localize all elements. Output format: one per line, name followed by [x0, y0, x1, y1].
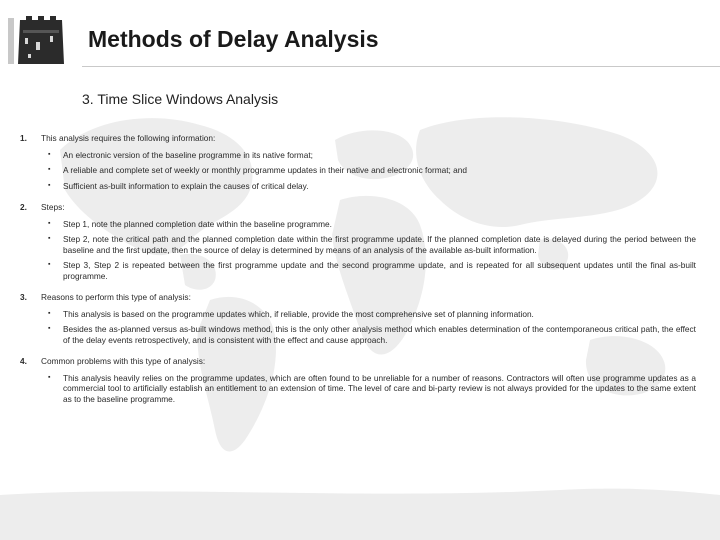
title-divider [82, 66, 720, 67]
square-bullet-icon: ▪ [48, 373, 51, 381]
list-item: ▪ Step 3, Step 2 is repeated between the first programme update and the second programme update, and is repeated for all subsequent updates until the final as-built programme. [41, 260, 696, 281]
section-intro: Steps: [41, 202, 65, 212]
square-bullet-icon: ▪ [48, 219, 51, 227]
square-bullet-icon: ▪ [48, 150, 51, 158]
list-item: ▪ This analysis is based on the programme updates which, if reliable, provide the most comprehensive set of planning information. [41, 309, 696, 320]
square-bullet-icon: ▪ [48, 309, 51, 317]
square-bullet-icon: ▪ [48, 235, 51, 242]
section-steps [20, 202, 696, 286]
square-bullet-icon: ▪ [48, 261, 51, 268]
list-item: ▪ This analysis heavily relies on the programme updates, which are often found to be unreliable for a number of reasons. Contractors will often use programme updates as a commercial tool to artificially establish an entitlement to an extension of time. The level of care and bi-party review is not always provided for the updates to the same extent as to the baseline programme. [41, 373, 696, 405]
square-bullet-icon: ▪ [48, 325, 51, 332]
section-number: 1. [20, 133, 27, 143]
section-number: 4. [20, 356, 27, 366]
section-number: 3. [20, 292, 27, 302]
section-subtitle: 3. Time Slice Windows Analysis [82, 91, 279, 107]
list-item: ▪ A reliable and complete set of weekly or monthly programme updates in their native and electronic format; and [41, 165, 696, 176]
section-number: 2. [20, 202, 27, 212]
section-reasons [20, 292, 696, 350]
castle-tower-logo [6, 10, 74, 66]
section-requirements [20, 133, 696, 196]
page-title: Methods of Delay Analysis [88, 26, 379, 52]
section-intro: Common problems with this type of analysis: [41, 356, 206, 366]
square-bullet-icon: ▪ [48, 166, 51, 173]
list-item: ▪ Sufficient as-built information to explain the causes of critical delay. [41, 181, 696, 192]
list-item: ▪ Step 1, note the planned completion date within the baseline programme. [41, 219, 696, 230]
list-item: ▪ Besides the as-planned versus as-built windows method, this is the only other analysis method which enables determination of the contemporaneous critical path, the effect of the delay events retrospectively, and is consistent with the effect and cause approach. [41, 324, 696, 345]
section-intro: This analysis requires the following information: [41, 133, 216, 143]
section-intro: Reasons to perform this type of analysis: [41, 292, 191, 302]
content-body [20, 133, 696, 415]
section-problems [20, 356, 696, 409]
list-item: ▪ An electronic version of the baseline programme in its native format; [41, 150, 696, 161]
square-bullet-icon: ▪ [48, 181, 51, 189]
list-item: ▪ Step 2, note the critical path and the planned completion date within the first programme update. If the planned completion date is delayed during the period between the baseline and the first update, then the source of delay is determined by means of an analysis of the available as-built information. [41, 234, 696, 255]
